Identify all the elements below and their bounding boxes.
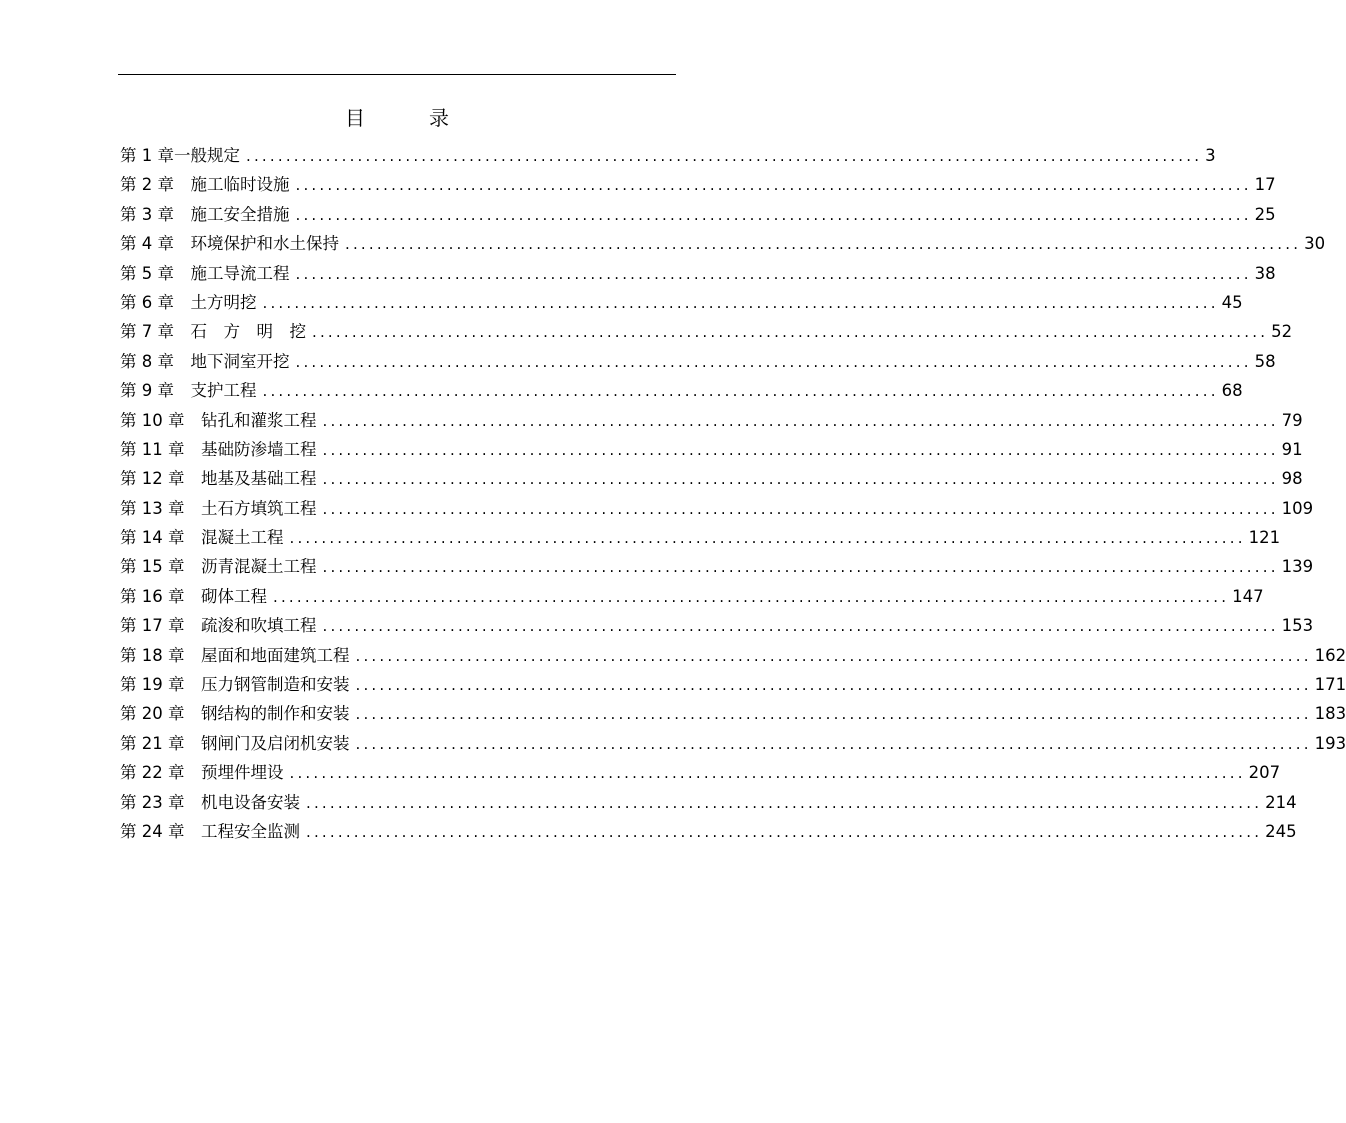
toc-page-number: 58 [1254,351,1276,371]
toc-entry-gap [185,788,202,817]
toc-chapter-number: 第 17 章 [120,616,185,636]
toc-page-number: 207 [1248,763,1281,783]
toc-entry[interactable] [120,141,1216,170]
toc-chapter-title: 施工安全措施 [190,204,290,224]
toc-entry-gap [174,376,191,405]
toc-page-number: 193 [1314,733,1346,753]
toc-chapter-number: 第 24 章 [120,821,185,841]
toc-chapter-title: 屋面和地面建筑工程 [201,645,350,665]
toc-dot-leader: ........................................................................................................................ [295,352,1252,371]
toc-chapter-title: 一般规定 [174,146,240,165]
toc-chapter-title: 环境保护和水土保持 [190,234,339,254]
toc-chapter-title: 支护工程 [190,381,257,401]
toc-chapter-title: 砌体工程 [201,586,267,606]
toc-chapter-number: 第 2 章 [120,175,174,195]
toc-entry[interactable] [120,788,1297,817]
toc-entry[interactable] [120,464,1303,493]
toc-entry-gap [185,758,202,787]
toc-page-number: 171 [1314,675,1346,695]
toc-entry[interactable] [120,699,1346,728]
toc-chapter-number: 第 1 章 [120,146,174,165]
toc-chapter-title: 土石方填筑工程 [201,498,317,518]
toc-dot-leader: ........................................................................................................................ [322,558,1279,577]
toc-entry[interactable] [120,170,1276,199]
toc-entry-gap [174,288,191,317]
toc-dot-leader: ........................................................................................................................ [246,147,1203,165]
toc-entry-gap [174,317,191,346]
toc-chapter-number: 第 22 章 [120,763,185,783]
toc-chapter-number: 第 7 章 [120,322,174,342]
toc-dot-leader: ........................................................................................................................ [355,705,1312,724]
toc-chapter-number: 第 14 章 [120,528,185,548]
toc-entry-gap [185,699,202,728]
toc-page-number: 245 [1265,821,1297,841]
toc-entry-gap [174,347,191,376]
toc-chapter-number: 第 15 章 [120,557,185,577]
toc-page-number: 3 [1205,146,1216,165]
toc-chapter-title: 混凝土工程 [201,528,284,548]
toc-title: 目 录 [345,106,471,130]
table-of-contents [120,141,1346,846]
toc-chapter-number: 第 4 章 [120,234,174,254]
toc-entry[interactable] [120,552,1314,581]
toc-dot-leader: ........................................................................................................................ [312,323,1269,342]
toc-entry[interactable] [120,376,1243,405]
toc-entry-gap [185,641,202,670]
toc-entry[interactable] [120,435,1303,464]
toc-chapter-title: 钢结构的制作和安装 [201,704,350,724]
toc-entry[interactable] [120,347,1276,376]
toc-dot-leader: ........................................................................................................................ [355,676,1312,695]
toc-dot-leader: ........................................................................................................................ [262,382,1219,401]
toc-dot-leader: ........................................................................................................................ [355,734,1312,753]
toc-chapter-title: 疏浚和吹填工程 [201,616,317,636]
toc-page-number: 52 [1271,322,1293,342]
toc-chapter-title: 石 方 明 挖 [190,322,306,342]
toc-dot-leader: ........................................................................................................................ [322,440,1279,459]
toc-chapter-number: 第 8 章 [120,351,174,371]
toc-entry-gap [185,464,202,493]
toc-page-number: 109 [1281,498,1314,518]
toc-page-number: 147 [1232,586,1264,606]
toc-entry[interactable] [120,523,1281,552]
toc-page-number: 153 [1281,616,1314,636]
toc-entry[interactable] [120,817,1297,846]
toc-entry[interactable] [120,259,1276,288]
toc-entry-gap [174,170,191,199]
toc-page-number: 45 [1221,292,1243,312]
toc-page-number: 17 [1254,175,1276,195]
toc-entry-gap [185,670,202,699]
toc-page-number: 139 [1281,557,1314,577]
toc-entry-gap [185,523,202,552]
toc-chapter-title: 钻孔和灌浆工程 [201,410,317,430]
toc-chapter-number: 第 10 章 [120,410,185,430]
toc-page-number: 98 [1281,469,1303,489]
toc-chapter-title: 施工导流工程 [190,263,290,283]
toc-chapter-number: 第 16 章 [120,586,185,606]
toc-chapter-number: 第 20 章 [120,704,185,724]
toc-entry[interactable] [120,582,1264,611]
toc-entry[interactable] [120,729,1346,758]
toc-page-number: 183 [1314,704,1346,724]
toc-entry[interactable] [120,288,1243,317]
toc-chapter-number: 第 6 章 [120,292,174,312]
toc-dot-leader: ........................................................................................................................ [262,293,1219,312]
toc-chapter-title: 地下洞室开挖 [190,351,290,371]
toc-chapter-number: 第 9 章 [120,381,174,401]
toc-entry-gap [185,817,202,846]
toc-chapter-number: 第 21 章 [120,733,185,753]
toc-dot-leader: ........................................................................................................................ [295,264,1252,283]
toc-entry[interactable] [120,641,1346,670]
toc-chapter-title: 压力钢管制造和安装 [201,675,350,695]
toc-chapter-number: 第 12 章 [120,469,185,489]
toc-entry-gap [185,435,202,464]
header-rule [118,74,676,75]
toc-chapter-title: 预埋件埋设 [201,763,284,783]
toc-entry-gap [185,611,202,640]
toc-entry-gap [185,582,202,611]
toc-entry-gap [174,200,191,229]
toc-dot-leader: ........................................................................................................................ [295,176,1252,195]
toc-page-number: 121 [1248,528,1281,548]
toc-dot-leader: ........................................................................................................................ [355,646,1312,665]
toc-page-number: 25 [1254,204,1276,224]
toc-page-number: 68 [1221,381,1243,401]
toc-dot-leader: ........................................................................................................................ [289,529,1246,548]
toc-chapter-number: 第 3 章 [120,204,174,224]
toc-dot-leader: ........................................................................................................................ [306,793,1263,812]
toc-chapter-number: 第 13 章 [120,498,185,518]
toc-entry[interactable] [120,611,1314,640]
toc-dot-leader: ........................................................................................................................ [322,470,1279,489]
toc-page-number: 38 [1254,263,1276,283]
toc-dot-leader: ........................................................................................................................ [322,499,1279,518]
toc-chapter-number: 第 11 章 [120,439,185,459]
toc-chapter-title: 地基及基础工程 [201,469,317,489]
toc-dot-leader: ........................................................................................................................ [306,822,1263,841]
toc-entry[interactable] [120,494,1314,523]
toc-entry-gap [185,406,202,435]
toc-chapter-title: 施工临时设施 [190,175,290,195]
toc-page-number: 79 [1281,410,1303,430]
toc-chapter-number: 第 5 章 [120,263,174,283]
toc-chapter-title: 工程安全监测 [201,821,300,841]
toc-chapter-title: 土方明挖 [190,292,257,312]
toc-chapter-title: 基础防渗墙工程 [201,439,317,459]
toc-entry[interactable] [120,200,1276,229]
toc-entry[interactable] [120,406,1303,435]
toc-chapter-number: 第 19 章 [120,675,185,695]
toc-entry[interactable] [120,229,1326,258]
toc-dot-leader: ........................................................................................................................ [322,411,1279,430]
toc-entry-gap [174,259,191,288]
toc-chapter-number: 第 23 章 [120,792,185,812]
toc-dot-leader: ........................................................................................................................ [289,764,1246,783]
toc-entry[interactable] [120,758,1281,787]
toc-chapter-title: 沥青混凝土工程 [201,557,317,577]
toc-page-number: 162 [1314,645,1346,665]
toc-chapter-title: 钢闸门及启闭机安装 [201,733,350,753]
toc-dot-leader: ........................................................................................................................ [322,617,1279,636]
toc-entry-gap [185,552,202,581]
toc-page-number: 214 [1265,792,1297,812]
toc-dot-leader: ........................................................................................................................ [273,587,1230,606]
toc-chapter-title: 机电设备安装 [201,792,300,812]
toc-chapter-number: 第 18 章 [120,645,185,665]
toc-entry-gap [185,494,202,523]
toc-dot-leader: ........................................................................................................................ [345,235,1302,254]
toc-dot-leader: ........................................................................................................................ [295,205,1252,224]
toc-page-number: 91 [1281,439,1303,459]
toc-entry-gap [185,729,202,758]
toc-page-number: 30 [1304,234,1326,254]
toc-entry[interactable] [120,670,1346,699]
toc-entry-gap [174,229,191,258]
toc-entry[interactable] [120,317,1293,346]
